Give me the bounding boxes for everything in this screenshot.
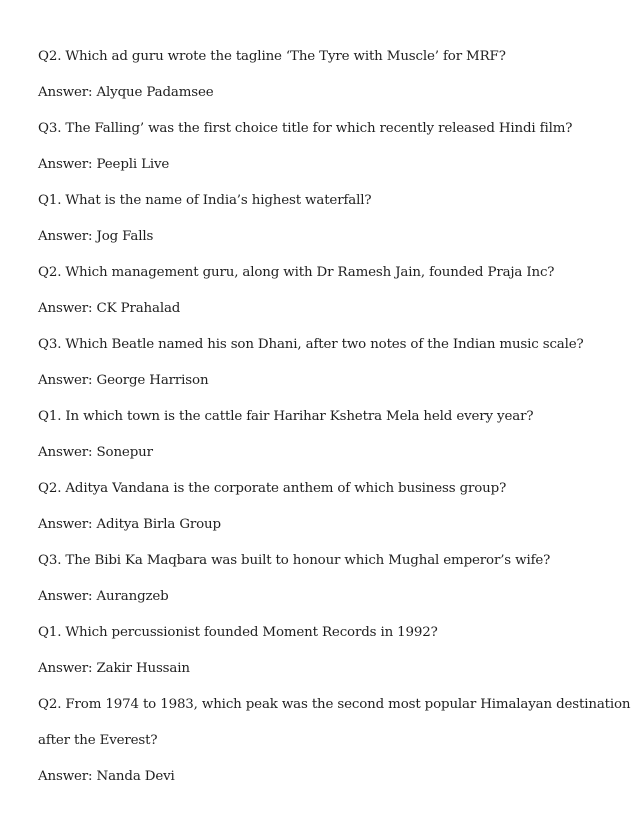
answer-line: Answer: Sonepur — [38, 445, 153, 460]
answer-line: Answer: Jog Falls — [38, 229, 154, 244]
answer-line: Answer: CK Prahalad — [38, 301, 181, 316]
question-line: Q2. From 1974 to 1983, which peak was the second most popular Himalayan destination — [38, 697, 631, 712]
question-line: Q1. Which percussionist founded Moment Records in 1992? — [38, 625, 438, 640]
answer-line: Answer: Nanda Devi — [38, 769, 175, 784]
document-body — [38, 45, 631, 801]
question-line: Q1. In which town is the cattle fair Harihar Kshetra Mela held every year? — [38, 409, 534, 424]
question-line: Q1. What is the name of India’s highest waterfall? — [38, 193, 372, 208]
question-line: Q3. The Falling’ was the first choice title for which recently released Hindi film? — [38, 121, 573, 136]
answer-line: Answer: Peepli Live — [38, 157, 170, 172]
question-line: Q2. Aditya Vandana is the corporate anthem of which business group? — [38, 481, 507, 496]
answer-line: Answer: George Harrison — [38, 373, 209, 388]
question-line-continued: after the Everest? — [38, 733, 158, 748]
question-line: Q2. Which ad guru wrote the tagline ‘The Tyre with Muscle’ for MRF? — [38, 49, 506, 64]
answer-line: Answer: Aurangzeb — [38, 589, 169, 604]
question-line: Q3. The Bibi Ka Maqbara was built to honour which Mughal emperor’s wife? — [38, 553, 551, 568]
question-line: Q3. Which Beatle named his son Dhani, after two notes of the Indian music scale? — [38, 337, 584, 352]
answer-line: Answer: Zakir Hussain — [38, 661, 190, 676]
question-line: Q2. Which management guru, along with Dr Ramesh Jain, founded Praja Inc? — [38, 265, 555, 280]
answer-line: Answer: Alyque Padamsee — [38, 85, 214, 100]
answer-line: Answer: Aditya Birla Group — [38, 517, 221, 532]
